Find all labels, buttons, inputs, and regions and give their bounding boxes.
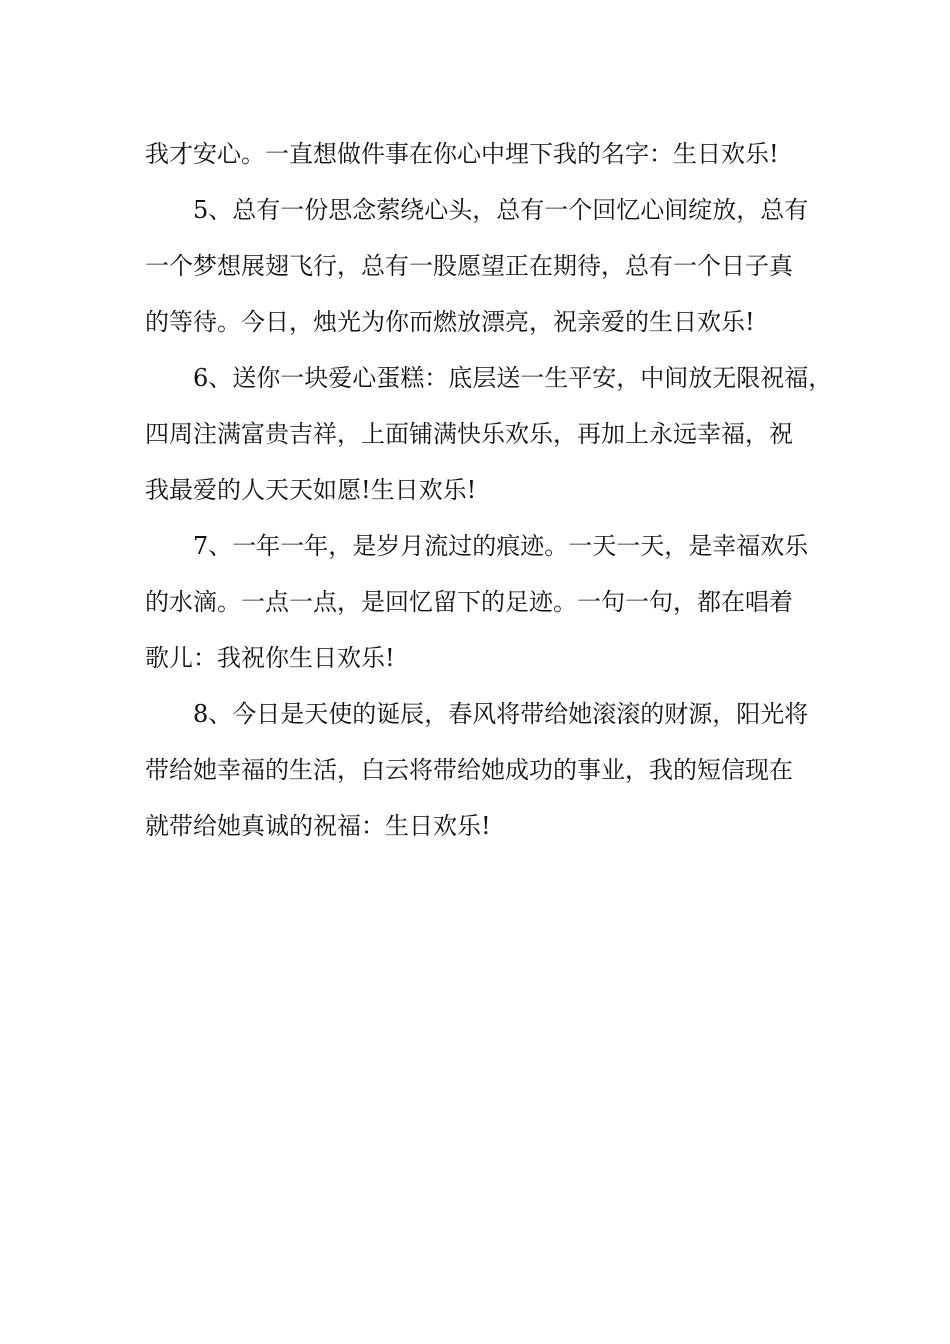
text-line: 我最爱的人天天如愿!生日欢乐! bbox=[145, 476, 477, 504]
text-line: 就带给她真诚的祝福：生日欢乐! bbox=[145, 812, 491, 840]
paragraph-continuation bbox=[145, 126, 813, 182]
text-line: 5、总有一份思念萦绕心头，总有一个回忆心间绽放，总有 bbox=[193, 196, 809, 224]
text-line: 带给她幸福的生活，白云将带给她成功的事业，我的短信现在 bbox=[145, 756, 793, 784]
document-body bbox=[145, 126, 833, 854]
paragraph-item-8 bbox=[145, 686, 813, 854]
text-line: 的水滴。一点一点，是回忆留下的足迹。一句一句，都在唱着 bbox=[145, 588, 793, 616]
text-line: 6、送你一块爱心蛋糕：底层送一生平安，中间放无限祝福， bbox=[193, 364, 833, 392]
paragraph-item-6 bbox=[145, 350, 833, 518]
text-line: 一个梦想展翅飞行，总有一股愿望正在期待，总有一个日子真 bbox=[145, 252, 793, 280]
paragraph-item-5 bbox=[145, 182, 813, 350]
text-line: 的等待。今日，烛光为你而燃放漂亮，祝亲爱的生日欢乐! bbox=[145, 308, 755, 336]
text-line: 歌儿：我祝你生日欢乐! bbox=[145, 644, 395, 672]
text-line: 8、今日是天使的诞辰，春风将带给她滚滚的财源，阳光将 bbox=[193, 700, 809, 728]
text-line: 四周注满富贵吉祥，上面铺满快乐欢乐，再加上永远幸福，祝 bbox=[145, 420, 793, 448]
paragraph-item-7 bbox=[145, 518, 813, 686]
text-line: 我才安心。一直想做件事在你心中埋下我的名字：生日欢乐! bbox=[145, 140, 779, 168]
text-line: 7、一年一年，是岁月流过的痕迹。一天一天，是幸福欢乐 bbox=[193, 532, 809, 560]
